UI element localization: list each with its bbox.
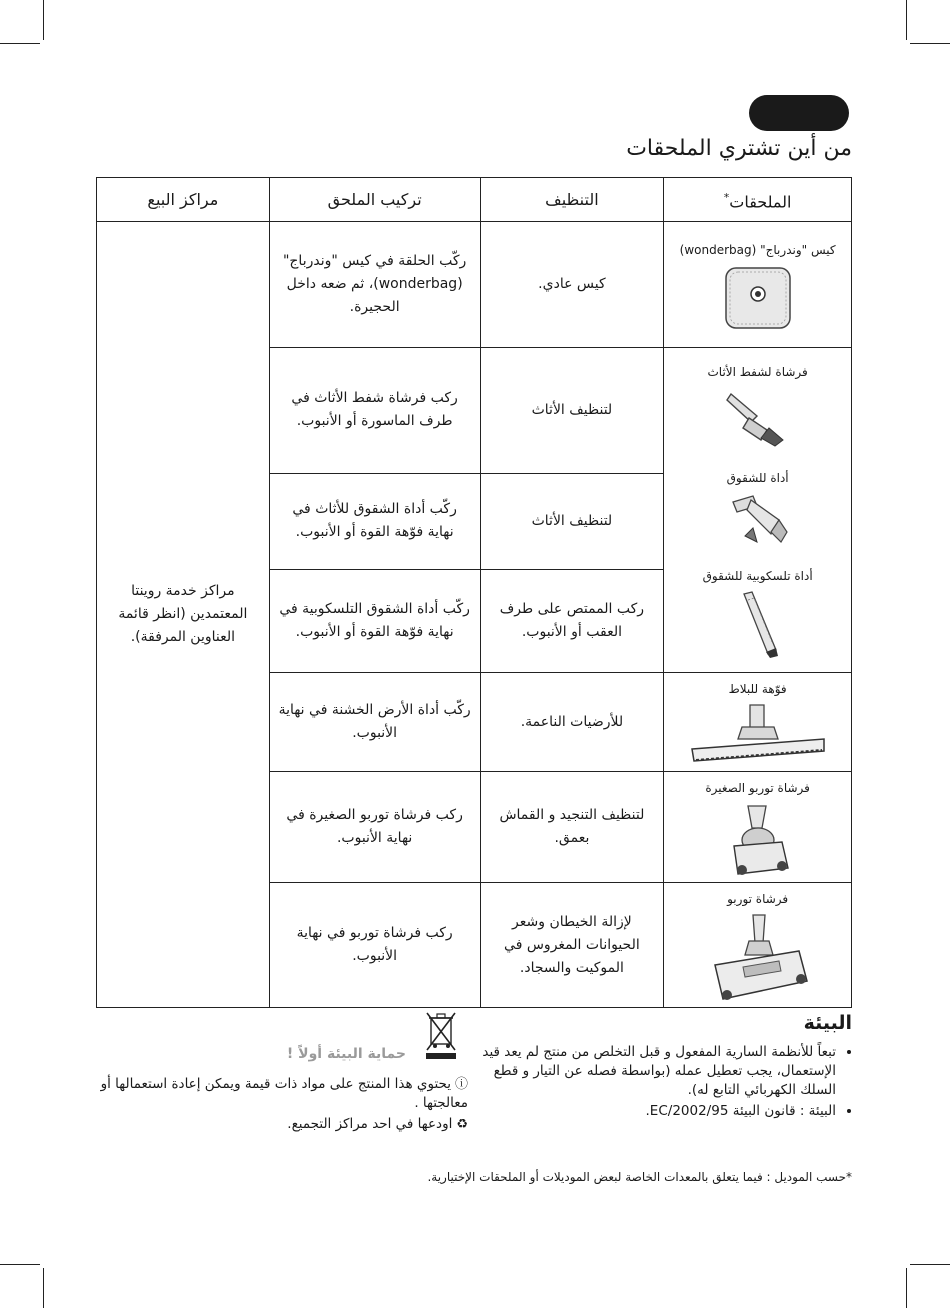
info-icon: ⓘ <box>454 1077 468 1092</box>
header-fitting: تركيب الملحق <box>269 178 480 222</box>
accessory-cell <box>664 222 852 348</box>
accessory-name: أداة للشقوق <box>726 471 789 485</box>
protection-text: اودعها في احد مراكز التجميع. <box>287 1116 453 1132</box>
crop-mark <box>0 43 40 44</box>
parquet-nozzle-icon <box>688 703 828 767</box>
crop-mark <box>43 0 44 40</box>
accessory-cell <box>664 673 852 772</box>
protection-text: يحتوي هذا المنتج على مواد ذات قيمة ويمكن إعادة استعمالها أو معالجتها . <box>100 1076 468 1111</box>
turbo-brush-icon <box>703 913 813 1003</box>
sales-center-cell: مراكز خدمة روينتا المعتمدين (انظر قائمة العناوين المرفقة). <box>97 222 270 1008</box>
environment-title: البيئة <box>803 1012 852 1034</box>
table-row <box>97 222 852 348</box>
cleaning-cell: لتنظيف الأثاث <box>480 348 664 474</box>
accessory-cell <box>664 772 852 883</box>
fitting-cell: ركب فرشاة توربو في نهاية الأنبوب. <box>269 883 480 1008</box>
cleaning-cell: لتنظيف الأثاث <box>480 473 664 569</box>
crop-mark <box>910 1264 950 1265</box>
fitting-cell: ركّب أداة الأرض الخشنة في نهاية الأنبوب. <box>269 673 480 772</box>
furniture-brush-icon <box>723 386 793 448</box>
accessory-name: فرشاة لشفط الأثاث <box>707 365 808 379</box>
cleaning-cell: كيس عادي. <box>480 222 664 348</box>
crop-mark <box>910 43 950 44</box>
crop-mark <box>906 1268 907 1308</box>
crop-mark <box>43 1268 44 1308</box>
telescopic-crevice-tool-icon <box>728 590 788 660</box>
header-cleaning: التنظيف <box>480 178 664 222</box>
environment-list <box>466 1043 852 1123</box>
protection-line <box>287 1115 468 1134</box>
accessory-name: أداة تلسكوبية للشقوق <box>702 569 813 583</box>
fitting-cell: ركّب أداة الشقوق للأثاث في نهاية فوّهة القوة أو الأنبوب. <box>269 473 480 569</box>
cleaning-cell: لإزالة الخيطان وشعر الحيوانات المغروس في الموكيت والسجاد. <box>480 883 664 1008</box>
protection-line <box>88 1075 468 1113</box>
crop-mark <box>906 0 907 40</box>
accessory-cell <box>664 883 852 1008</box>
cleaning-cell: للأرضيات الناعمة. <box>480 673 664 772</box>
crop-mark <box>0 1264 40 1265</box>
protection-title: حماية البيئة أولاً ! <box>286 1046 406 1062</box>
accessory-name: فوّهة للبلاط <box>728 682 787 696</box>
wonderbag-icon <box>718 264 798 332</box>
cleaning-cell: لتنظيف التنجيد و القماش بعمق. <box>480 772 664 883</box>
crevice-tool-icon <box>723 492 793 550</box>
fitting-cell: ركّب الحلقة في كيس "وندرباج" (wonderbag)، ثم ضعه داخل الحجيرة. <box>269 222 480 348</box>
list-item: • تبعاً للأنظمة السارية المفعول و قبل التخلص من منتج لم يعد قيد الإستعمال، يجب تعطيل عمله (بواسطة فصله عن التيار و قطع السلك الكهربائي التابع له). <box>466 1043 836 1100</box>
fitting-cell: ركّب أداة الشقوق التلسكوبية في نهاية فوّهة القوة أو الأنبوب. <box>269 569 480 672</box>
language-tab <box>749 95 849 131</box>
fitting-cell: ركب فرشاة شفط الأثاث في طرف الماسورة أو الأنبوب. <box>269 348 480 474</box>
crossed-bin-icon <box>424 1010 458 1060</box>
recycle-icon: ♻ <box>456 1117 468 1132</box>
mini-turbo-brush-icon <box>720 802 796 878</box>
accessories-table <box>96 177 852 1008</box>
header-sales: مراكز البيع <box>97 178 270 222</box>
cleaning-cell: ركب الممتص على طرف العقب أو الأنبوب. <box>480 569 664 672</box>
list-item: • البيئة : قانون البيئة 2002/95/EC. <box>466 1102 836 1121</box>
fitting-cell: ركب فرشاة توربو الصغيرة في نهاية الأنبوب. <box>269 772 480 883</box>
accessory-name: كيس "وندرباج" (wonderbag) <box>679 242 836 257</box>
accessory-name: فرشاة توربو الصغيرة <box>705 781 810 795</box>
accessory-name: فرشاة توربو <box>727 892 789 906</box>
accessory-cell <box>664 348 852 673</box>
page-title: من أين تشتري الملحقات <box>626 136 852 161</box>
header-accessories: الملحقات* <box>664 178 852 222</box>
footnote: *حسب الموديل : فيما يتعلق بالمعدات الخاصة لبعض الموديلات أو الملحقات الإختيارية. <box>427 1170 852 1184</box>
